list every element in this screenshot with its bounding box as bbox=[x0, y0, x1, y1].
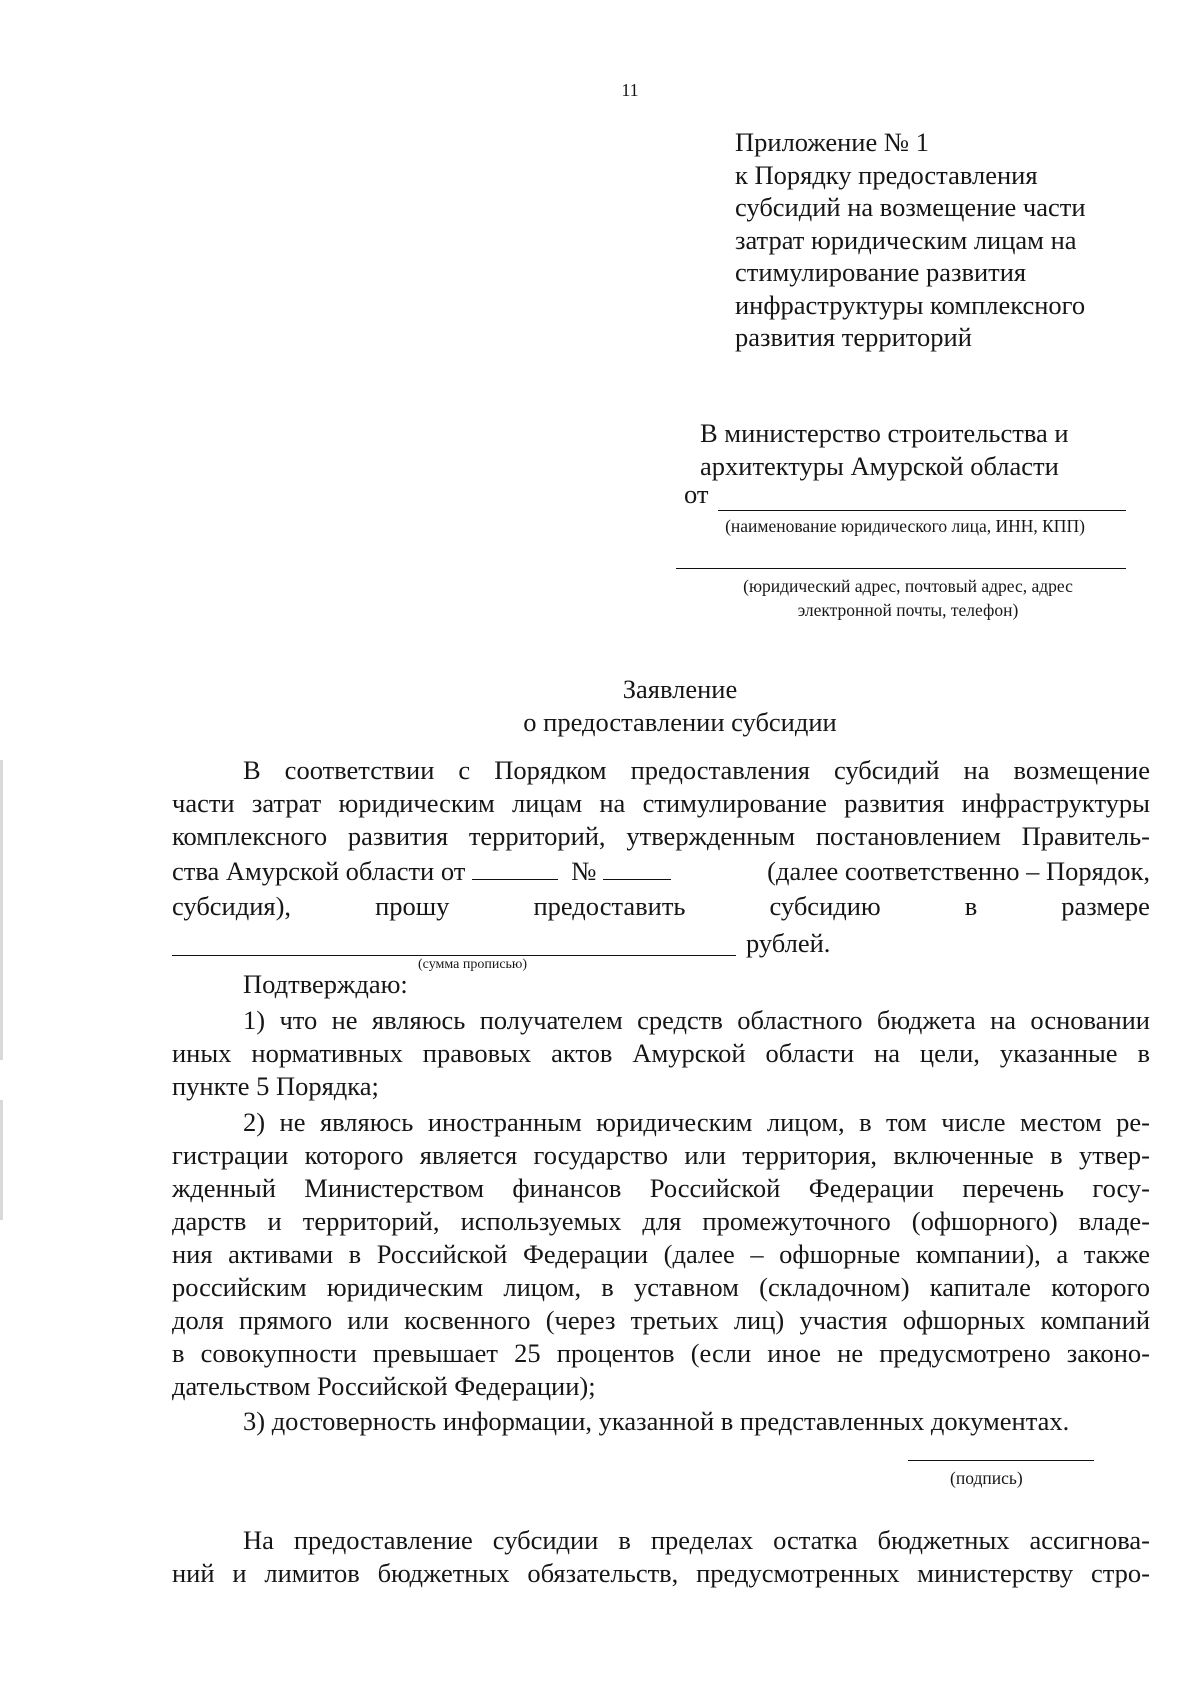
signature-caption: (подпись) bbox=[950, 1468, 1023, 1488]
body-line: На предоставление субсидии в пределах остатка бюджетных ассигнова- bbox=[243, 1525, 1150, 1555]
body-line: комплексного развития территорий, утвержденным постановлением Правитель- bbox=[172, 821, 1150, 851]
body-line: 1) что не являюсь получателем средств областного бюджета на основании bbox=[243, 1005, 1150, 1035]
appendix-line: к Порядку предоставления bbox=[735, 159, 1038, 190]
appendix-line: затрат юридическим лицам на bbox=[735, 224, 1077, 255]
appendix-line: развития территорий bbox=[735, 322, 972, 352]
body-word: предоставить bbox=[533, 891, 686, 921]
amount-caption: (сумма прописью) bbox=[418, 957, 528, 972]
body-line: 3) достоверность информации, указанной в представленных документах. bbox=[243, 1406, 1070, 1436]
confirm-heading: Подтверждаю: bbox=[243, 969, 408, 999]
appendix-heading bbox=[735, 126, 1155, 354]
addressee-line: В министерство строительства и bbox=[700, 418, 1069, 448]
scan-edge-mark bbox=[0, 760, 3, 1060]
body-line: дательством Российской Федерации); bbox=[172, 1371, 596, 1401]
body-line: жденный Министерством финансов Российской Федерации перечень госу- bbox=[172, 1173, 1150, 1203]
appendix-line: Приложение № 1 bbox=[735, 127, 930, 157]
scan-edge-mark bbox=[0, 1100, 3, 1220]
body-line: доля прямого или косвенного (через третьих лиц) участия офшорных компаний bbox=[172, 1305, 1150, 1335]
from-label: от bbox=[684, 479, 709, 509]
body-line: 2) не являюсь иностранным юридическим лицом, в том числе местом ре- bbox=[243, 1107, 1150, 1137]
applicant-name-field bbox=[718, 510, 1126, 511]
document-subtitle: о предоставлении субсидии bbox=[523, 707, 837, 737]
addressee-line: архитектуры Амурской области bbox=[700, 451, 1059, 481]
addressee-block bbox=[700, 417, 1120, 483]
body-word: прошу bbox=[375, 891, 450, 921]
applicant-address-caption bbox=[688, 574, 1128, 622]
body-line: ний и лимитов бюджетных обязательств, предусмотренных министерству стро- bbox=[172, 1558, 1150, 1588]
appendix-line: субсидий на возмещение части bbox=[735, 192, 1086, 222]
appendix-line: стимулирование развития bbox=[735, 257, 1027, 287]
body-line: дарств и территорий, используемых для промежуточного (офшорного) владе- bbox=[172, 1206, 1150, 1236]
applicant-address-field bbox=[676, 568, 1126, 569]
body-line-resolution bbox=[172, 856, 1150, 887]
body-line: пункте 5 Порядка; bbox=[172, 1071, 379, 1101]
resolution-number-field bbox=[603, 857, 671, 880]
signature-field bbox=[908, 1460, 1094, 1461]
currency-label: рублей. bbox=[746, 928, 831, 958]
caption-line: (юридический адрес, почтовый адрес, адрес bbox=[743, 576, 1073, 596]
body-line-request bbox=[172, 891, 1150, 922]
body-word: субсидия), bbox=[172, 891, 292, 921]
body-word: субсидию bbox=[769, 891, 881, 921]
document-title: Заявление bbox=[622, 674, 738, 704]
appendix-line: инфраструктуры комплексного bbox=[735, 289, 1086, 320]
resolution-date-field bbox=[472, 857, 558, 880]
body-line: ния активами в Российской Федерации (далее – офшорные компании), а также bbox=[172, 1239, 1150, 1269]
body-word: размере bbox=[1061, 891, 1150, 921]
body-line: иных нормативных правовых актов Амурской области на цели, указанные в bbox=[172, 1038, 1150, 1068]
caption-line: электронной почты, телефон) bbox=[797, 600, 1019, 620]
subsidy-amount-field bbox=[172, 955, 736, 956]
body-line: В соответствии с Порядком предоставления субсидий на возмещение bbox=[243, 755, 1150, 785]
body-text: ства Амурской области от bbox=[172, 856, 466, 886]
body-line: части затрат юридическим лицам на стимулирование развития инфраструктуры bbox=[172, 788, 1150, 818]
body-line: гистрации которого является государство или территория, включенные в утвер- bbox=[172, 1140, 1150, 1170]
body-text: (далее соответственно – Порядок, bbox=[767, 856, 1150, 886]
body-line: российским юридическим лицом, в уставном (складочном) капитале которого bbox=[172, 1272, 1150, 1302]
page-number: 11 bbox=[621, 80, 639, 100]
body-word: в bbox=[964, 891, 978, 921]
applicant-name-caption: (наименование юридического лица, ИНН, КПП) bbox=[725, 516, 1085, 536]
body-text: № bbox=[571, 856, 597, 886]
body-line: в совокупности превышает 25 процентов (если иное не предусмотрено законо- bbox=[172, 1338, 1150, 1368]
